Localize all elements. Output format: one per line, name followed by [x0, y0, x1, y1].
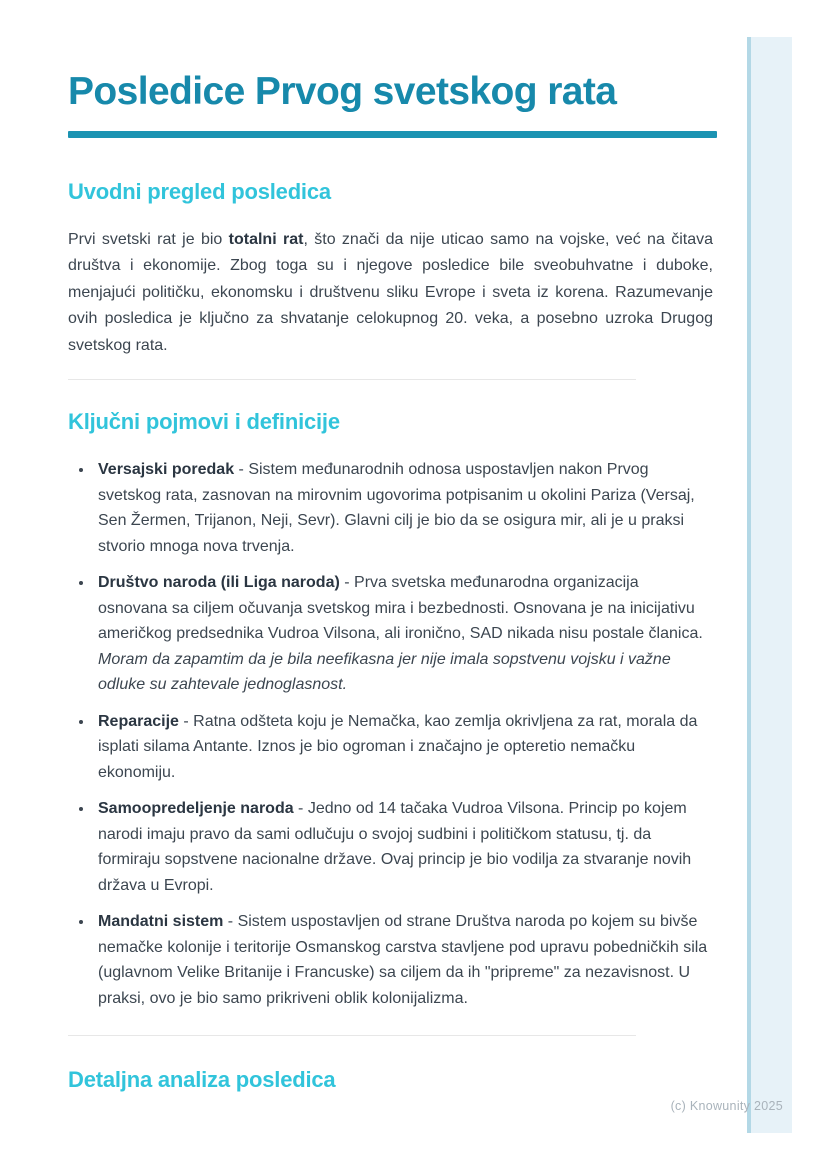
term-description: Prva svetska međunarodna organizacija osnovana sa ciljem očuvanja svetskog mira i bezbednosti. Osnovana je na inicijativu američkog predsednika Vudroa Vilsona, ali ironično, SAD nikada nisu postale članica.: [98, 574, 703, 643]
term-description: Sistem međunarodnih odnosa uspostavljen nakon Prvog svetskog rata, zasnovan na mirovnim ugovorima potpisanim u okolini Pariza (Versaj, Sen Žermen, Trijanon, Neji, Sevr). Glavni cilj je bio da se osigura mir, ali je u praksi stvorio mnoga nova trvenja.: [98, 461, 695, 555]
list-item: [94, 796, 712, 898]
term-separator: -: [178, 712, 194, 730]
term-description: Sistem uspostavljen od strane Društva naroda po kojem su bivše nemačke kolonije i teritorije Osmanskog carstva stavljene pod upravu pobedničkih sila (uglavnom Velike Britanije i Francuske) sa ciljem da ih "pripreme" za nezavisnost. U praksi, ovo je bio samo prikriveni oblik kolonijalizma.: [98, 913, 708, 1007]
term-separator: -: [339, 574, 355, 592]
document-body: [68, 0, 714, 1093]
term-separator: -: [293, 800, 308, 818]
section-divider: [68, 379, 636, 380]
section-heading-key-terms: Ključni pojmovi i definicije: [68, 409, 340, 435]
term-note: Moram da zapamtim da je bila neefikasna jer nije imala sopstvenu vojsku i važne odluke su zahtevale jednoglasnost.: [98, 650, 671, 694]
copyright-watermark: (c) Knowunity 2025: [670, 1099, 783, 1113]
section-heading-intro: Uvodni pregled posledica: [68, 178, 331, 204]
list-item: [94, 709, 712, 786]
section-divider: [68, 1035, 636, 1036]
page-title: Posledice Prvog svetskog rata: [68, 70, 617, 113]
term-description: Ratna odšteta koju je Nemačka, kao zemlja okrivljena za rat, morala da isplati silama Antante. Iznos je bio ogroman i značajno je opteretio nemačku ekonomiju.: [98, 712, 698, 781]
term-label: Versajski poredak: [98, 461, 235, 479]
term-separator: -: [234, 461, 249, 479]
term-label: Reparacije: [98, 712, 179, 730]
intro-paragraph: [68, 227, 713, 360]
term-label: Mandatni sistem: [98, 913, 224, 931]
title-underline-bar: [68, 131, 717, 138]
intro-text-post: , što znači da nije uticao samo na vojske, već na čitava društva i ekonomije. Zbog toga su i njegove posledice bile sveobuhvatne i duboke, menjajući političku, ekonomsku i društvenu sliku Evrope i sveta iz korena. Razumevanje ovih posledica je ključno za shvatanje celokupnog 20. veka, a posebno uzroka Drugog svetskog rata.: [68, 230, 713, 354]
list-item: [94, 909, 712, 1011]
section-heading-detailed-analysis: Detaljna analiza posledica: [68, 1067, 336, 1093]
list-item: [94, 570, 712, 698]
page-edge-strip: [747, 37, 792, 1133]
term-label: Samoopredeljenje naroda: [98, 800, 294, 818]
term-label: Društvo naroda (ili Liga naroda): [98, 574, 340, 592]
term-separator: -: [223, 913, 238, 931]
intro-bold-term: totalni rat: [228, 230, 304, 248]
key-terms-list: [68, 457, 712, 1011]
term-description: Jedno od 14 tačaka Vudroa Vilsona. Princip po kojem narodi imaju pravo da sami odlučuju o svojoj sudbini i političkom statusu, tj. da formiraju sopstvene nacionalne države. Ovaj princip je bio vodilja za stvaranje novih država u Evropi.: [98, 800, 692, 894]
list-item: [94, 457, 712, 559]
intro-text-pre: Prvi svetski rat je bio: [68, 230, 229, 248]
